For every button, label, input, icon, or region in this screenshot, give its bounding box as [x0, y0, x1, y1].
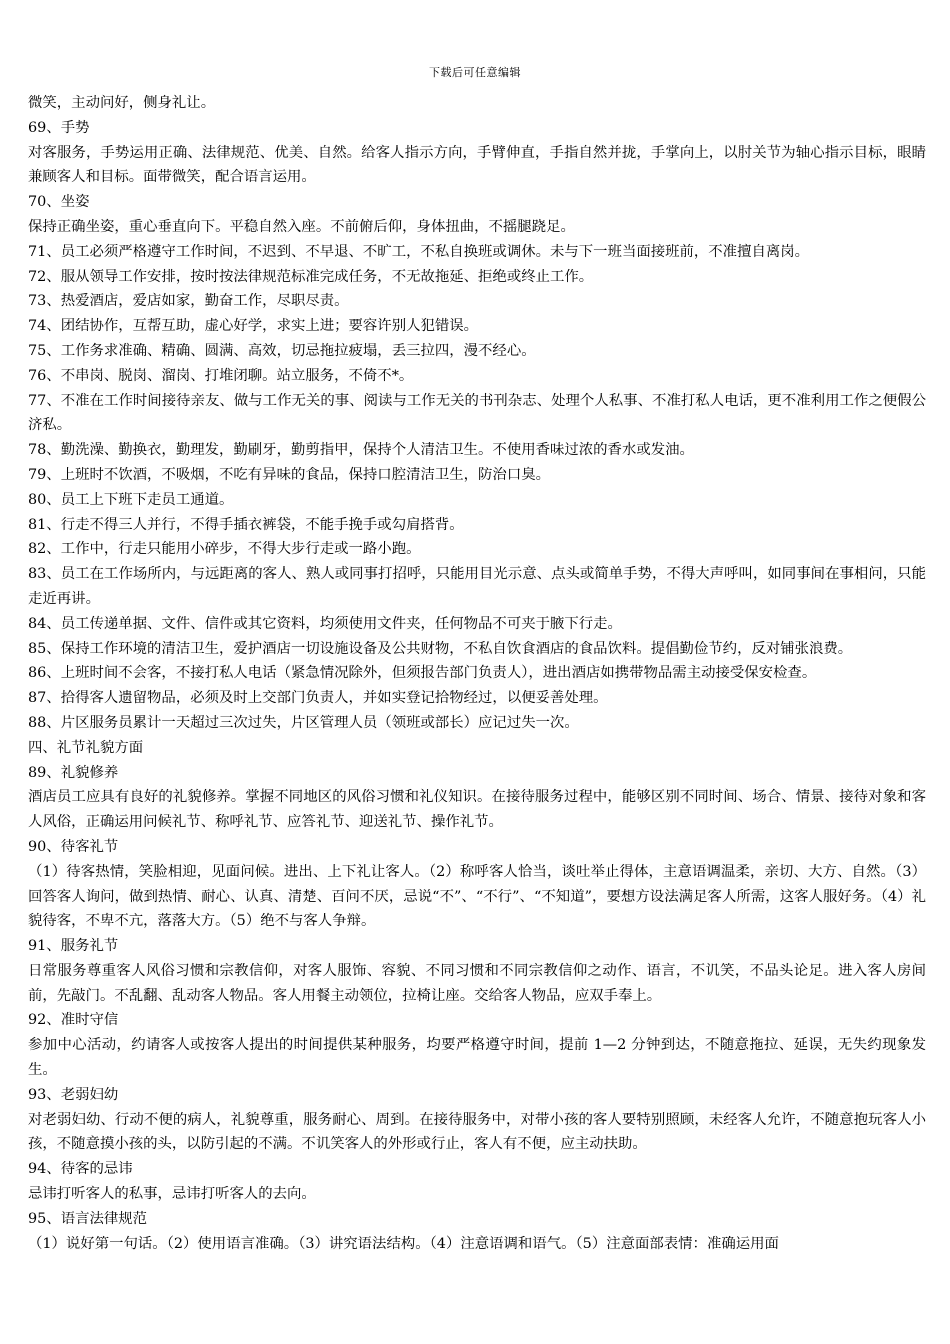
paragraph: 对老弱妇幼、行动不便的病人，礼貌尊重，服务耐心、周到。在接待服务中，对带小孩的客人要特别照顾，未经客人允许，不随意抱玩客人小孩，不随意摸小孩的头，以防引起的不满。不讥笑客人的外形或行止，客人有不便，应主动扶助。: [28, 1111, 926, 1153]
paragraph: 参加中心活动，约请客人或按客人提出的时间提供某种服务，均要严格遵守时间，提前 1—2 分钟到达，不随意拖拉、延误，无失约现象发生。: [28, 1037, 926, 1079]
list-item: 82、工作中，行走只能用小碎步，不得大步行走或一路小跑。: [28, 541, 421, 558]
section-heading: 95、语言法律规范: [28, 1210, 148, 1227]
chapter-heading: 四、礼节礼貌方面: [28, 739, 144, 756]
list-item: 87、拾得客人遗留物品，必须及时上交部门负责人，并如实登记拾物经过，以便妥善处理。: [28, 690, 608, 707]
paragraph: 忌讳打听客人的私事，忌讳打听客人的去向。: [28, 1186, 316, 1203]
list-item: 74、团结协作，互帮互助，虚心好学，求实上进；要容许别人犯错误。: [28, 318, 479, 335]
paragraph: （1）说好第一句话。（2）使用语言准确。（3）讲究语法结构。（4）注意语调和语气。（5）注意面部表情：准确运用面: [28, 1235, 779, 1252]
section-heading: 70、坐姿: [28, 194, 90, 211]
section-heading: 93、老弱妇幼: [28, 1086, 119, 1103]
paragraph: 微笑，主动问好，侧身礼让。: [28, 95, 216, 111]
list-item: 76、不串岗、脱岗、溜岗、打堆闭聊。站立服务，不倚不*。: [28, 367, 414, 384]
section-heading: 92、准时守信: [28, 1012, 119, 1029]
list-item: 88、片区服务员累计一天超过三次过失，片区管理人员（领班或部长）应记过失一次。: [28, 714, 579, 731]
list-item: 78、勤洗澡、勤换衣，勤理发，勤刷牙，勤剪指甲，保持个人清洁卫生。不使用香味过浓的香水或发油。: [28, 442, 694, 459]
list-item: 73、热爱酒店，爱店如家，勤奋工作，尽职尽责。: [28, 293, 349, 310]
list-item: 86、上班时间不会客，不接打私人电话（紧急情况除外，但须报告部门负责人），进出酒店如携带物品需主动接受保安检查。: [28, 665, 817, 682]
list-item: 84、员工传递单据、文件、信件或其它资料，均须使用文件夹，任何物品不可夹于腋下行走。: [28, 615, 622, 632]
list-item: 77、不准在工作时间接待亲友、做与工作无关的事、阅读与工作无关的书刊杂志、处理个人私事、不准打私人电话，更不准利用工作之便假公济私。: [28, 392, 926, 434]
paragraph: 保持正确坐姿，重心垂直向下。平稳自然入座。不前俯后仰，身体扭曲，不摇腿跷足。: [28, 218, 575, 235]
list-item: 79、上班时不饮酒，不吸烟，不吃有异味的食品，保持口腔清洁卫生，防治口臭。: [28, 466, 550, 483]
section-heading: 91、服务礼节: [28, 938, 119, 955]
paragraph: 日常服务尊重客人风俗习惯和宗教信仰，对客人服饰、容貌、不同习惯和不同宗教信仰之动作、语言，不讥笑，不品头论足。进入客人房间前，先敲门。不乱翻、乱动客人物品。客人用餐主动领位，拉椅让座。交给客人物品，应双手奉上。: [28, 962, 926, 1004]
list-item: 72、服从领导工作安排，按时按法律规范标准完成任务，不无故拖延、拒绝或终止工作。: [28, 268, 594, 285]
document-body: [28, 91, 926, 1256]
section-heading: 94、待客的忌讳: [28, 1161, 133, 1178]
list-item: 81、行走不得三人并行，不得手插衣裤袋，不能手挽手或勾肩搭背。: [28, 516, 464, 533]
section-heading: 89、礼貌修养: [28, 764, 119, 781]
list-item: 71、员工必须严格遵守工作时间，不迟到、不早退、不旷工，不私自换班或调休。未与下一班当面接班前，不准擅自离岗。: [28, 243, 810, 260]
page-header: 下载后可任意编辑: [429, 66, 521, 79]
list-item: 83、员工在工作场所内，与远距离的客人、熟人或同事打招呼，只能用目光示意、点头或简单手势，不得大声呼叫，如同事间在事相问，只能走近再讲。: [28, 566, 926, 607]
paragraph: 酒店员工应具有良好的礼貌修养。掌握不同地区的风俗习惯和礼仪知识。在接待服务过程中，能够区别不同时间、场合、情景、接待对象和客人风俗，正确运用问候礼节、称呼礼节、应答礼节、迎送礼节、操作礼节。: [28, 789, 926, 831]
list-item: 80、员工上下班下走员工通道。: [28, 491, 234, 508]
list-item: 75、工作务求准确、精确、圆满、高效，切忌拖拉疲塌，丢三拉四，漫不经心。: [28, 342, 536, 359]
section-heading: 90、待客礼节: [28, 838, 119, 855]
section-heading: 69、手势: [28, 119, 90, 136]
list-item: 85、保持工作环境的清洁卫生，爱护酒店一切设施设备及公共财物，不私自饮食酒店的食品饮料。提倡勤俭节约，反对铺张浪费。: [28, 640, 853, 657]
paragraph: （1）待客热情，笑脸相迎，见面问候。进出、上下礼让客人。（2）称呼客人恰当，谈吐举止得体，主意语调温柔，亲切、大方、自然。（3）回答客人询问，做到热情、耐心、认真、清楚、百问不厌，忌说“不”、“不行”、“不知道”，要想方设法满足客人所需，这客人服好务。（4）礼貌待客，不卑不亢，落落大方。（5）绝不与客人争辩。: [28, 863, 926, 930]
paragraph: 对客服务，手势运用正确、法律规范、优美、自然。给客人指示方向，手臂伸直，手指自然并拢，手掌向上，以肘关节为轴心指示目标，眼睛兼顾客人和目标。面带微笑，配合语言运用。: [28, 144, 926, 186]
